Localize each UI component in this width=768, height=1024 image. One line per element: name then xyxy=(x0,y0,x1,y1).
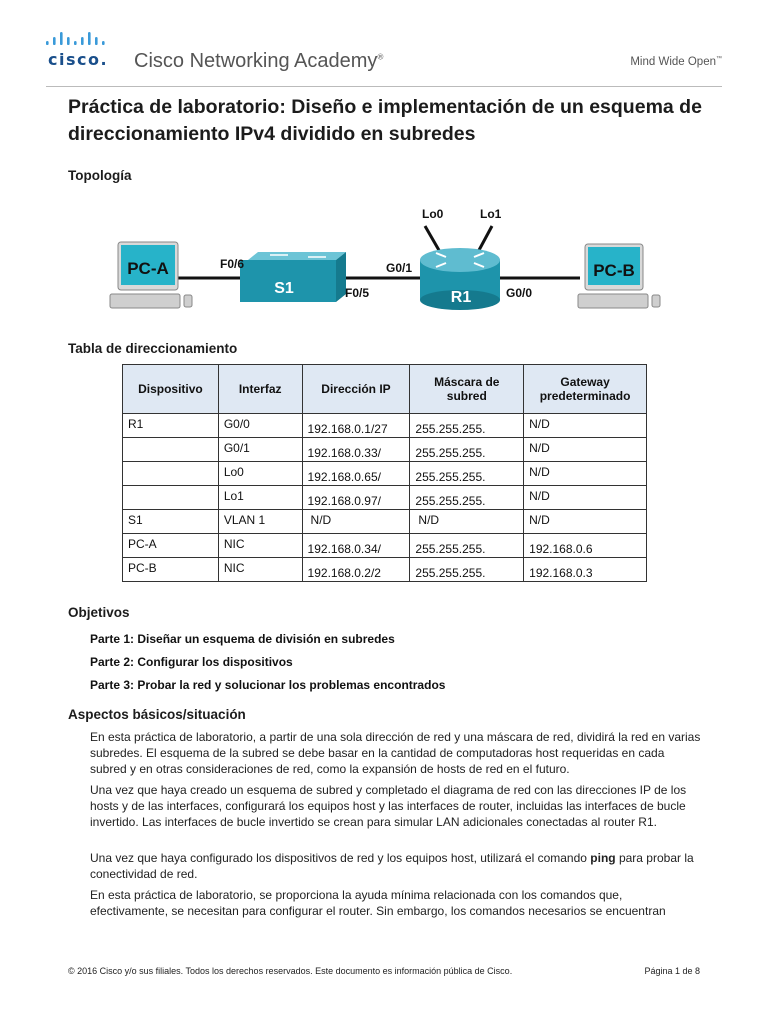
cell-ip: 192.168.0.97/ xyxy=(302,486,410,510)
objectives-list xyxy=(90,628,445,697)
table-row xyxy=(123,558,647,582)
cell-mask: 255.255.255. xyxy=(410,486,524,510)
cell-interface: NIC xyxy=(218,558,302,582)
pc-b-label: PC-B xyxy=(593,261,635,280)
col-gateway: Gateway predeterminado xyxy=(524,365,647,414)
logo-bar xyxy=(46,41,49,45)
cell-ip: 192.168.0.65/ xyxy=(302,462,410,486)
topology-diagram xyxy=(100,200,680,330)
cell-mask: 255.255.255. xyxy=(410,558,524,582)
table-row xyxy=(123,414,647,438)
col-direccion-ip: Dirección IP xyxy=(302,365,410,414)
router-r1-icon xyxy=(420,248,500,310)
port-g00: G0/0 xyxy=(506,286,533,300)
port-lo0: Lo0 xyxy=(422,207,444,221)
pc-a-label: PC-A xyxy=(127,259,169,278)
topology-heading: Topología xyxy=(68,168,132,183)
logo-bar xyxy=(67,37,70,45)
objective-part-1: Parte 1: Diseñar un esquema de división en subredes xyxy=(90,632,395,646)
background-paragraph-2: Una vez que haya creado un esquema de subred y completado el diagrama de red con las direcciones IP de los hosts y de las interfaces, configurará los equipos host y las interfaces de router, incluidas las interfaces de bucle invertido. Las interfaces de bucle invertido se crean para simular LAN adicionales conectadas al router R1. xyxy=(90,783,687,829)
cell-mask: N/D xyxy=(410,510,524,534)
cell-interface: VLAN 1 xyxy=(218,510,302,534)
pc-a-icon xyxy=(110,242,192,308)
link-lo0 xyxy=(425,226,440,252)
ping-command: ping xyxy=(590,851,616,865)
logo-bar xyxy=(60,32,63,45)
r1-label: R1 xyxy=(450,289,472,306)
cell-ip: 192.168.0.34/ xyxy=(302,534,410,558)
cell-gateway: N/D xyxy=(524,438,647,462)
cell-device xyxy=(123,486,219,510)
page-header xyxy=(0,0,768,88)
logo-bar xyxy=(102,41,105,45)
s1-label: S1 xyxy=(274,280,294,297)
port-g01: G0/1 xyxy=(386,261,413,275)
logo-bar xyxy=(88,32,91,45)
link-lo1 xyxy=(478,226,492,252)
cell-gateway: 192.168.0.3 xyxy=(524,558,647,582)
cell-ip: N/D xyxy=(302,510,410,534)
cisco-wordmark: cisco. xyxy=(48,50,109,69)
tagline: Mind Wide Open™ xyxy=(630,56,722,68)
table-row xyxy=(123,462,647,486)
table-row xyxy=(123,534,647,558)
logo-bar xyxy=(95,37,98,45)
cell-gateway: 192.168.0.6 xyxy=(524,534,647,558)
page-footer xyxy=(68,966,700,976)
background-paragraph-1: En esta práctica de laboratorio, a partir de una sola dirección de red y una máscara de red, dividirá la red en varias subredes. El esquema de la subred se debe basar en la cantidad de computadoras host requeridas en cada subred y en otras consideraciones de red, como la expansión de hosts de red en el futuro. xyxy=(90,730,701,776)
header-divider xyxy=(46,86,722,87)
cell-mask: 255.255.255. xyxy=(410,462,524,486)
objectives-heading: Objetivos xyxy=(68,605,130,620)
table-row xyxy=(123,486,647,510)
port-f06: F0/6 xyxy=(220,257,245,271)
pc-b-icon xyxy=(578,244,660,308)
cell-ip: 192.168.0.33/ xyxy=(302,438,410,462)
background-paragraph-4: En esta práctica de laboratorio, se proporciona la ayuda mínima relacionada con los comandos que, efectivamente, se necesitan para configurar el router. Sin embargo, los comandos necesarios se encuentran xyxy=(90,888,666,918)
cell-device xyxy=(123,438,219,462)
cell-ip: 192.168.0.2/2 xyxy=(302,558,410,582)
logo-bar xyxy=(53,37,56,45)
cell-interface: G0/1 xyxy=(218,438,302,462)
table-row xyxy=(123,510,647,534)
switch-s1-icon xyxy=(240,252,346,302)
cell-mask: 255.255.255. xyxy=(410,438,524,462)
page-number: Página 1 de 8 xyxy=(644,966,700,976)
col-mascara: Máscara de subred xyxy=(410,365,524,414)
cell-device xyxy=(123,462,219,486)
cell-mask: 255.255.255. xyxy=(410,414,524,438)
academy-title: Cisco Networking Academy® xyxy=(134,50,384,72)
cell-mask: 255.255.255. xyxy=(410,534,524,558)
cell-gateway: N/D xyxy=(524,486,647,510)
cell-interface: Lo0 xyxy=(218,462,302,486)
cell-interface: Lo1 xyxy=(218,486,302,510)
table-heading: Tabla de direccionamiento xyxy=(68,341,238,356)
col-dispositivo: Dispositivo xyxy=(123,365,219,414)
table-row xyxy=(123,438,647,462)
cell-device: PC-A xyxy=(123,534,219,558)
logo-bar xyxy=(74,41,77,45)
port-lo1: Lo1 xyxy=(480,207,502,221)
background-heading: Aspectos básicos/situación xyxy=(68,707,246,722)
cell-ip: 192.168.0.1/27 xyxy=(302,414,410,438)
col-interfaz: Interfaz xyxy=(218,365,302,414)
cell-device: R1 xyxy=(123,414,219,438)
objective-part-3: Parte 3: Probar la red y solucionar los problemas encontrados xyxy=(90,678,446,692)
cell-gateway: N/D xyxy=(524,510,647,534)
cell-interface: NIC xyxy=(218,534,302,558)
document-title: Práctica de laboratorio: Diseño e implementación de un esquema de direccionamiento IPv4 dividido en subredes xyxy=(68,96,702,145)
port-f05: F0/5 xyxy=(345,286,370,300)
cell-interface: G0/0 xyxy=(218,414,302,438)
copyright-notice: © 2016 Cisco y/o sus filiales. Todos los derechos reservados. Este documento es información pública de Cisco. xyxy=(68,966,513,976)
cell-gateway: N/D xyxy=(524,462,647,486)
table-header-row xyxy=(123,365,647,414)
cell-device: PC-B xyxy=(123,558,219,582)
addressing-table xyxy=(122,364,647,582)
logo-bar xyxy=(81,37,84,45)
cell-gateway: N/D xyxy=(524,414,647,438)
cell-device: S1 xyxy=(123,510,219,534)
objective-part-2: Parte 2: Configurar los dispositivos xyxy=(90,655,293,669)
background-paragraph-3: Una vez que haya configurado los dispositivos de red y los equipos host, utilizará el comando ping para probar la conectividad de red. xyxy=(90,851,694,881)
